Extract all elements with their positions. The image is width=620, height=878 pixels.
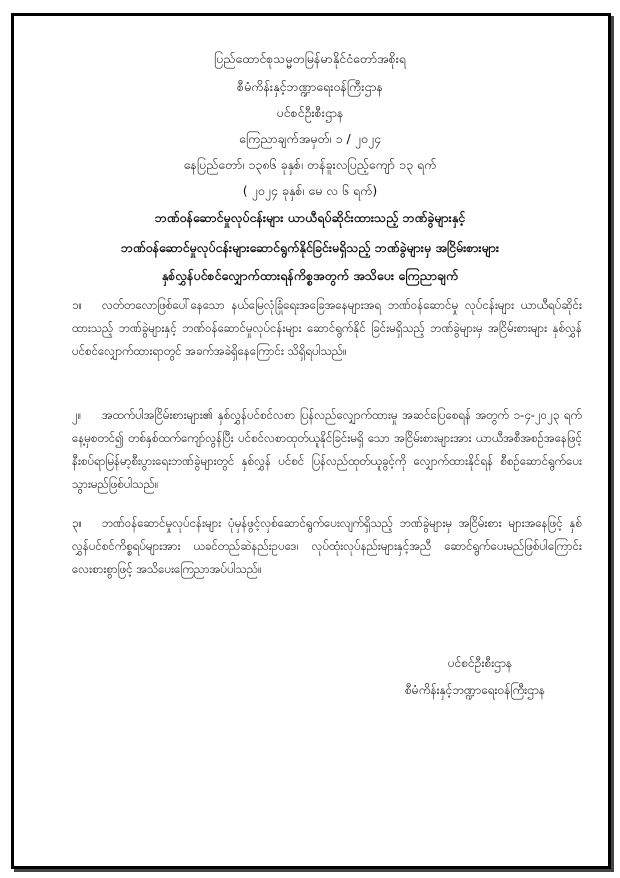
paragraph-number: ၂။ xyxy=(72,408,82,422)
paragraph-number: ၁။ xyxy=(72,298,83,312)
paragraph-text: လတ်တလောဖြစ်ပေါ်နေသော နယ်မြေလုံခြုံရေးအခြေအနေများအရ ဘဏ်ဝန်ဆောင်မှု လုပ်ငန်းများ ယာယီရပ်ဆိုင်းထားသည့် ဘဏ်ခွဲများနှင့် ဘဏ်ဝန်ဆောင်မှုလုပ်ငန်းများ ဆောင်ရွက်နိုင် ခြင်းမရှိသည့် ဘဏ်ခွဲများမှ အငြိမ်းစားများ နှစ်လွှန်ပင်စင်လျှောက်ထားရာတွင် အခက်အခဲရှိနေကြောင်း သိရှိရပါသည်။ xyxy=(72,298,582,358)
paragraph-2 xyxy=(72,404,582,496)
department-name: ပင်စင်ဦးစီးဌာန xyxy=(276,105,344,120)
paragraph-1 xyxy=(72,294,582,363)
paragraph-text: အထက်ပါအငြိမ်းစားများ၏ နှစ်လွှန်ပင်စင်လစာ ပြန်လည်လျှောက်ထားမှု အဆင်ပြေစေရန် အတွက် ၁-၄-၂၀၂၃ ရက်နေ့မှစတင်၍ တစ်နှစ်ထက်ကျော်လွန်ပြီး ပင်စင်လစာထုတ်ယူနိုင်ခြင်းမရှိ သော အငြိမ်းစားများအား ယာယီအစီအစဉ်အနေဖြင့် နီးစပ်ရာမြန်မာ့စီးပွားရေးဘဏ်ခွဲများတွင် နှစ်လွှန် ပင်စင် ပြန်လည်ထုတ်ယူခွင့်ကို လျှောက်ထားနိုင်ရန် စီစဉ်ဆောင်ရွက်ပေးသွားမည်ဖြစ်ပါသည်။ xyxy=(72,408,582,491)
title-line-2: ဘဏ်ဝန်ဆောင်မှုလုပ်ငန်းများဆောင်ရွက်နိုင်ခြင်းမရှိသည့် ဘဏ်ခွဲများမှ အငြိမ်းစားများ xyxy=(120,240,500,255)
signature-department: ပင်စင်ဦးစီးဌာန xyxy=(447,656,513,670)
government-name: ပြည်ထောင်စုသမ္မတမြန်မာနိုင်ငံတော်အစိုးရ xyxy=(214,51,406,66)
paragraph-text: ဘဏ်ဝန်ဆောင်မှုလုပ်ငန်းများ ပုံမှန်ဖွင့်လှစ်ဆောင်ရွက်ပေးလျက်ရှိသည့် ဘဏ်ခွဲများမှ အငြိမ်းစား များအနေဖြင့် နှစ်လွှန်ပင်စင်ကိစ္စရပ်များအား ယခင်တည်ဆဲနည်းဥပဒေ၊ လုပ်ထုံးလုပ်နည်းများနှင့်အညီ ဆောင်ရွက်ပေးမည်ဖြစ်ပါကြောင်း လေးစားစွာဖြင့် အသိပေးကြေညာအပ်ပါသည်။ xyxy=(72,516,582,576)
announcement-number: ကြေညာချက်အမှတ်၊ ၁ / ၂၀၂၄ xyxy=(238,131,382,146)
paragraph-3 xyxy=(72,512,582,581)
title-line-1: ဘဏ်ဝန်ဆောင်မှုလုပ်ငန်းများ ယာယီရပ်ဆိုင်းထားသည့် ဘဏ်ခွဲများနှင့် xyxy=(154,210,466,225)
announcement-date-gregorian: ( ၂၀၂၄ ခုနှစ်၊ မေ လ ၆ ရက်) xyxy=(242,183,378,198)
ministry-name: စီမံကိန်းနှင့်ဘဏ္ဍာရေးဝန်ကြီးဌာန xyxy=(237,79,383,94)
title-line-3: နှစ်လွှန်ပင်စင်လျှောက်ထားရန်ကိစ္စအတွက် အသိပေး ကြေညာချက် xyxy=(161,268,459,283)
announcement-date-myanmar: နေပြည်တော်၊ ၁၃၈၆ ခုနှစ်၊ တန်ခူးလပြည့်ကျော် ၁၃ ရက် xyxy=(183,157,437,172)
paragraph-number: ၃။ xyxy=(72,516,83,530)
signature-ministry: စီမံကိန်းနှင့်ဘဏ္ဍာရေးဝန်ကြီးဌာန xyxy=(404,683,546,697)
